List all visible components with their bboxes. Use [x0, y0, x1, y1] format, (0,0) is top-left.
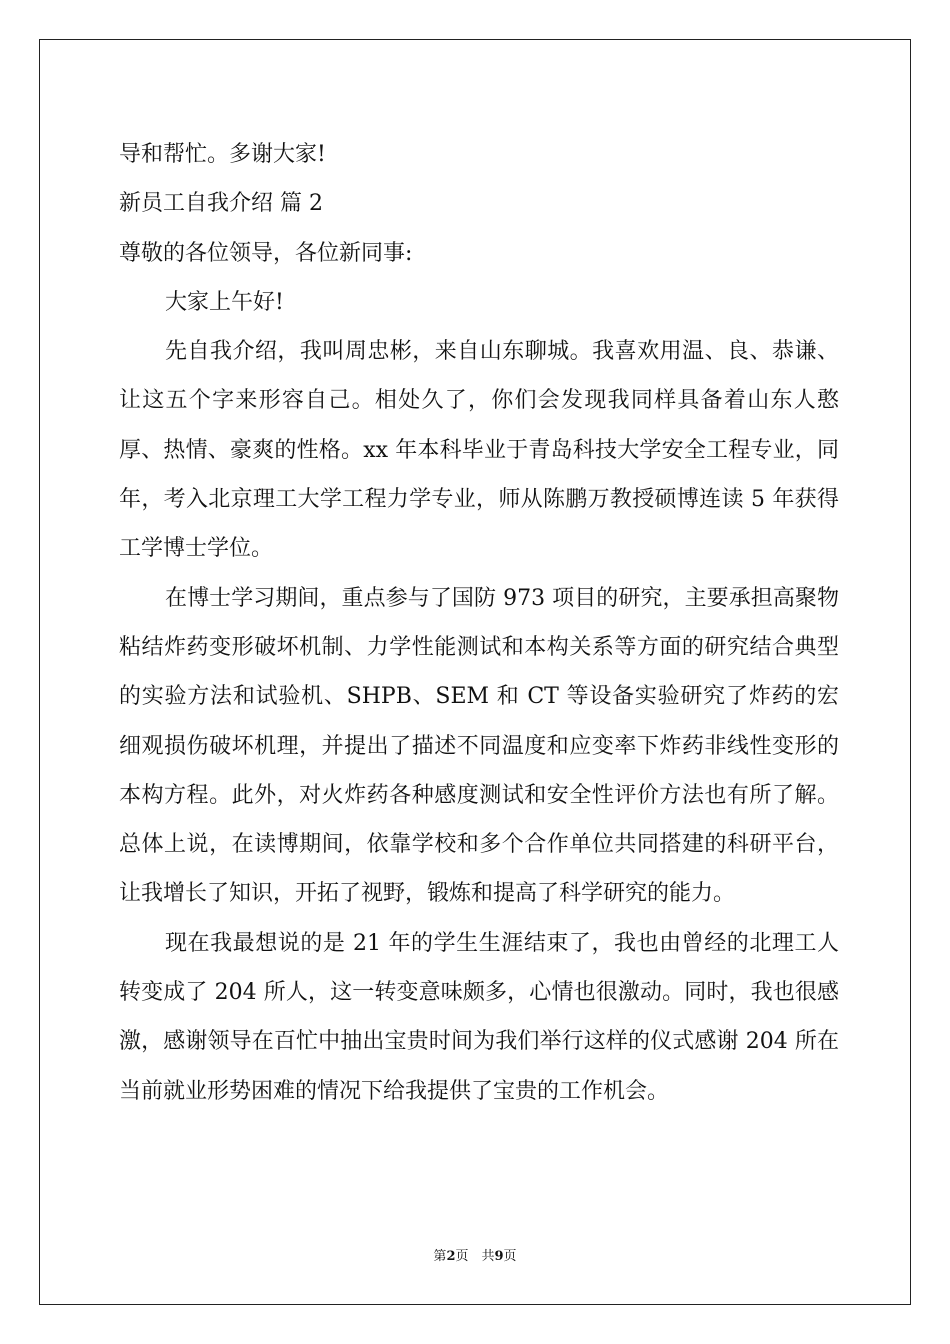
page-footer [0, 1245, 950, 1264]
document-body [119, 130, 839, 1116]
page-total: 9 [494, 1249, 504, 1264]
paragraph: 在博士学习期间，重点参与了国防 973 项目的研究，主要承担高聚物粘结炸药变形破坏机制、力学性能测试和本构关系等方面的研究结合典型的实验方法和试验机、SHPB、SEM 和 CT 等设备实验研究了炸药的宏细观损伤破坏机理，并提出了描述不同温度和应变率下炸药非线性变形的本构方程。此外，对火炸药各种感度测试和安全性评价方法也有所了解。总体上说，在读博期间，依靠学校和多个合作单位共同搭建的科研平台，让我增长了知识，开拓了视野，锻炼和提高了科学研究的能力。 [119, 585, 839, 907]
section-title: 新员工自我介绍 篇 2 [119, 191, 323, 217]
continuation-line: 导和帮忙。多谢大家! [119, 142, 326, 167]
page-mid: 页 共 [455, 1249, 495, 1264]
page-current: 2 [446, 1249, 456, 1264]
salutation: 尊敬的各位领导，各位新同事: [119, 240, 413, 266]
paragraph: 现在我最想说的是 21 年的学生生涯结束了，我也由曾经的北理工人转变成了 204 所人，这一转变意味颇多，心情也很激动。同时，我也很感激，感谢领导在百忙中抽出宝贵时间为我们举行这样的仪式感谢 204 所在当前就业形势困难的情况下给我提供了宝贵的工作机会。 [119, 930, 839, 1104]
page-prefix: 第 [433, 1249, 447, 1264]
paragraph: 先自我介绍，我叫周忠彬，来自山东聊城。我喜欢用温、良、恭谦、让这五个字来形容自己。相处久了，你们会发现我同样具备着山东人憨厚、热情、豪爽的性格。xx 年本科毕业于青岛科技大学安全工程专业，同年，考入北京理工大学工程力学专业，师从陈鹏万教授硕博连读 5 年获得工学博士学位。 [119, 339, 839, 562]
greeting: 大家上午好! [165, 289, 284, 315]
page-suffix: 页 [503, 1249, 517, 1264]
